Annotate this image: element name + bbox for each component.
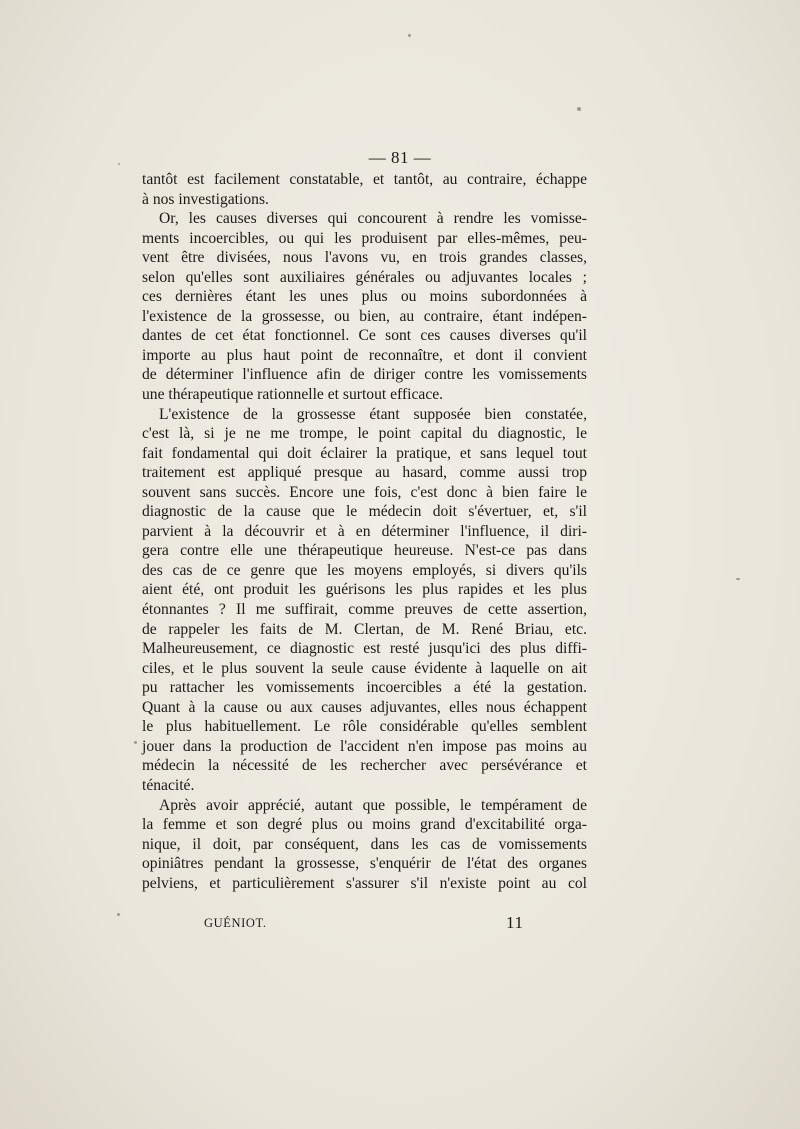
text-line: jouer dans la production de l'accident n'en impose pas moins au <box>142 737 587 755</box>
text-line: ces dernières étant les unes plus ou moins subordonnées à <box>142 288 587 306</box>
paper-speck <box>134 741 137 744</box>
text-line: ciles, et le plus souvent la seule cause évidente à laquelle on ait <box>142 659 587 677</box>
signature-mark: 11 <box>506 913 524 932</box>
paragraph <box>142 796 587 894</box>
text-line: le plus habituellement. Le rôle considérable qu'elles semblent <box>142 718 587 736</box>
text-line: médecin la nécessité de les rechercher avec persévérance et <box>142 757 587 775</box>
body-text <box>142 170 587 893</box>
text-line: de rappeler les faits de M. Clertan, de M. René Briau, etc. <box>142 620 587 638</box>
text-line: selon qu'elles sont auxiliaires générales ou adjuvantes locales ; <box>142 268 587 286</box>
text-line: tantôt est facilement constatable, et tantôt, au contraire, échappe <box>142 171 587 188</box>
text-line: ments incoercibles, ou qui les produisent par elles-mêmes, peu- <box>142 229 587 247</box>
text-line: ténacité. <box>142 776 195 794</box>
text-line: souvent sans succès. Encore une fois, c'est donc à bien faire le <box>142 483 587 501</box>
text-line: Or, les causes diverses qui concourent à rendre les vomisse- <box>159 210 587 228</box>
text-line: gera contre elle une thérapeutique heureuse. N'est-ce pas dans <box>142 542 587 560</box>
text-line: vent être divisées, nous l'avons vu, en trois grandes classes, <box>142 249 587 267</box>
text-line: pu rattacher les vomissements incoercibles a été la gestation. <box>142 679 587 697</box>
text-line: à nos investigations. <box>142 190 269 208</box>
text-line: de déterminer l'influence afin de diriger contre les vomissements <box>142 366 587 384</box>
text-line: diagnostic de la cause que le médecin doit s'évertuer, et, s'il <box>142 503 587 521</box>
text-line: traitement est appliqué presque au hasard, comme aussi trop <box>142 464 587 482</box>
text-line: L'existence de la grossesse étant supposée bien constatée, <box>159 405 587 423</box>
paper-speck <box>736 578 740 580</box>
text-line: l'existence de la grossesse, ou bien, au contraire, étant indépen- <box>142 307 587 325</box>
text-line: aient été, ont produit les guérisons les plus rapides et les plus <box>142 581 587 599</box>
text-line: opiniâtres pendant la grossesse, s'enquérir de l'état des organes <box>142 855 587 873</box>
text-line: c'est là, si je ne me trompe, le point capital du diagnostic, le <box>142 425 587 443</box>
paragraph <box>142 209 587 404</box>
text-line: Quant à la cause ou aux causes adjuvantes, elles nous échappent <box>142 698 587 716</box>
text-line: parvient à la découvrir et à en déterminer l'influence, il diri- <box>142 522 587 540</box>
text-line: une thérapeutique rationnelle et surtout efficace. <box>142 386 444 404</box>
text-line: des cas de ce genre que les moyens employés, si divers qu'ils <box>142 561 587 579</box>
text-line: étonnantes ? Il me suffirait, comme preuves de cette assertion, <box>142 601 587 619</box>
text-line: Malheureusement, ce diagnostic est resté jusqu'ici des plus diffi- <box>142 640 587 658</box>
paragraph <box>142 405 587 796</box>
paragraph <box>142 170 587 209</box>
text-line: nique, il doit, par conséquent, dans les cas de vomissements <box>142 835 587 853</box>
page-number: — 81 — <box>368 148 432 167</box>
footer-author: GUÉNIOT. <box>204 916 267 930</box>
text-line: dantes de cet état fonctionnel. Ce sont ces causes diverses qu'il <box>142 327 587 345</box>
paper-speck <box>577 107 581 111</box>
text-line: pelviens, et particulièrement s'assurer s'il n'existe point au col <box>142 874 587 892</box>
text-line: Après avoir apprécié, autant que possible, le tempérament de <box>159 796 587 814</box>
text-line: importe au plus haut point de reconnaître, et dont il convient <box>142 346 587 364</box>
text-line: la femme et son degré plus ou moins grand d'excitabilité orga- <box>142 816 587 834</box>
text-line: fait fondamental qui doit éclairer la pratique, et sans lequel tout <box>142 444 587 462</box>
paper-speck <box>408 34 411 37</box>
page-footer <box>0 914 800 934</box>
